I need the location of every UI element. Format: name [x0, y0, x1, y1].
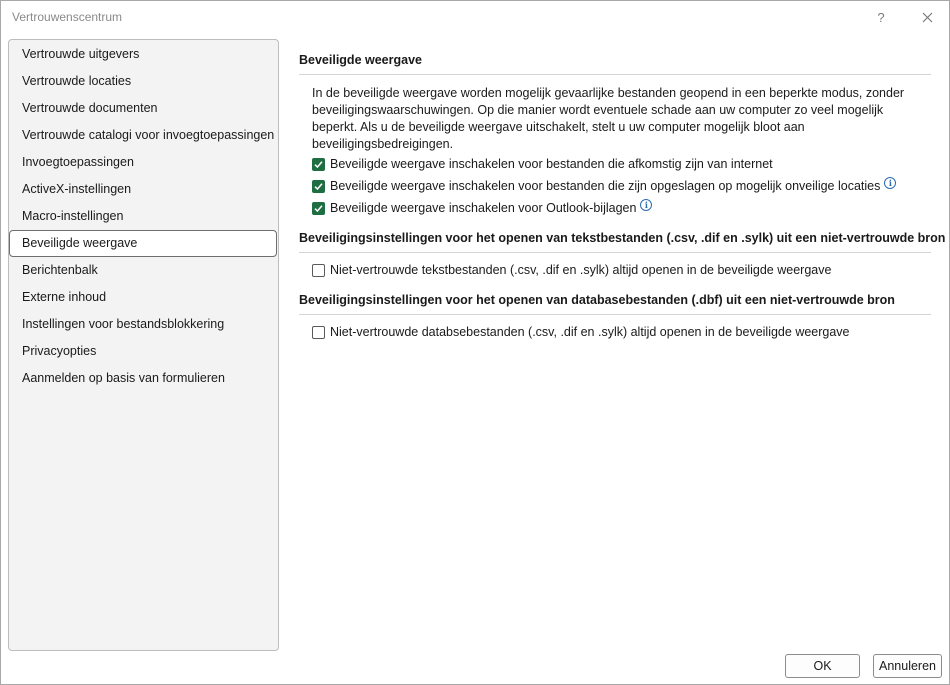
sidebar-item-external-content[interactable]: Externe inhoud — [22, 290, 107, 304]
sidebar-item-trusted-documents[interactable]: Vertrouwde documenten — [22, 101, 158, 115]
option-label: Beveiligde weergave inschakelen voor bestanden die afkomstig zijn van internet — [330, 157, 773, 171]
option-label: Niet-vertrouwde databsebestanden (.csv, .dif en .sylk) altijd openen in de beveiligde weergave — [330, 325, 850, 339]
option-label: Beveiligde weergave inschakelen voor Outlook-bijlagen — [330, 201, 637, 215]
ok-button[interactable]: OK — [785, 654, 860, 678]
option-outlook-attachments[interactable] — [312, 197, 931, 219]
sidebar-item-file-block-settings[interactable]: Instellingen voor bestandsblokkering — [22, 317, 225, 331]
checkbox-unchecked-icon[interactable] — [312, 326, 325, 339]
option-internet-files[interactable] — [312, 153, 931, 175]
window-title: Vertrouwenscentrum — [12, 10, 123, 24]
db-files-section — [299, 293, 931, 343]
section-title-protected-view: Beveiligde weergave — [299, 39, 931, 75]
sidebar-item-addins[interactable]: Invoegtoepassingen — [22, 155, 134, 169]
checkbox-checked-icon[interactable] — [312, 202, 325, 215]
section-title-db-files: Beveiligingsinstellingen voor het openen van databasebestanden (.dbf) uit een niet-vertrouwde bron — [299, 293, 931, 315]
sidebar-item-macro-settings[interactable]: Macro-instellingen — [22, 209, 124, 223]
sidebar-item-trusted-locations[interactable]: Vertrouwde locaties — [22, 74, 132, 88]
checkbox-checked-icon[interactable] — [312, 180, 325, 193]
cancel-button[interactable]: Annuleren — [873, 654, 942, 678]
sidebar-item-message-bar[interactable]: Berichtenbalk — [22, 263, 98, 277]
info-icon[interactable]: i — [884, 177, 896, 189]
sidebar-item-protected-view[interactable]: Beveiligde weergave — [9, 230, 277, 257]
option-db-files[interactable] — [312, 321, 931, 343]
settings-panel — [299, 39, 946, 355]
title-bar — [1, 1, 949, 33]
section-title-text-files: Beveiligingsinstellingen voor het openen van tekstbestanden (.csv, .dif en .sylk) uit een niet-vertrouwde bron — [299, 231, 931, 253]
option-label: Niet-vertrouwde tekstbestanden (.csv, .dif en .sylk) altijd openen in de beveiligde weergave — [330, 263, 832, 277]
sidebar-item-trusted-publishers[interactable]: Vertrouwde uitgevers — [22, 47, 140, 61]
option-unsafe-locations[interactable] — [312, 175, 931, 197]
info-icon[interactable]: i — [640, 199, 652, 211]
sidebar-item-privacy-options[interactable]: Privacyopties — [22, 344, 97, 358]
option-label: Beveiligde weergave inschakelen voor bestanden die zijn opgeslagen op mogelijk onveilige locaties — [330, 179, 881, 193]
sidebar-item-form-based-signin[interactable]: Aanmelden op basis van formulieren — [22, 371, 225, 385]
checkbox-unchecked-icon[interactable] — [312, 264, 325, 277]
protected-view-description: In de beveiligde weergave worden mogelijk gevaarlijke bestanden geopend in een beperkte modus, zonder beveiligingswaarschuwingen. Op die manier wordt eventuele schade aan uw computer zo veel mogelijk beperkt. Als u de beveiligde weergave uitschakelt, stelt u uw computer mogelijk bloot aan beveiligingsbedreigingen. — [312, 86, 905, 151]
close-icon[interactable] — [911, 5, 943, 29]
sidebar-item-trusted-addin-catalogs[interactable]: Vertrouwde catalogi voor invoegtoepassingen — [22, 128, 275, 142]
checkbox-checked-icon[interactable] — [312, 158, 325, 171]
sidebar-nav — [8, 39, 279, 651]
question-mark-icon[interactable]: ? — [877, 9, 885, 25]
sidebar-item-activex-settings[interactable]: ActiveX-instellingen — [22, 182, 132, 196]
option-text-files[interactable] — [312, 259, 931, 281]
text-files-section — [299, 231, 946, 281]
protected-view-section — [299, 39, 931, 219]
